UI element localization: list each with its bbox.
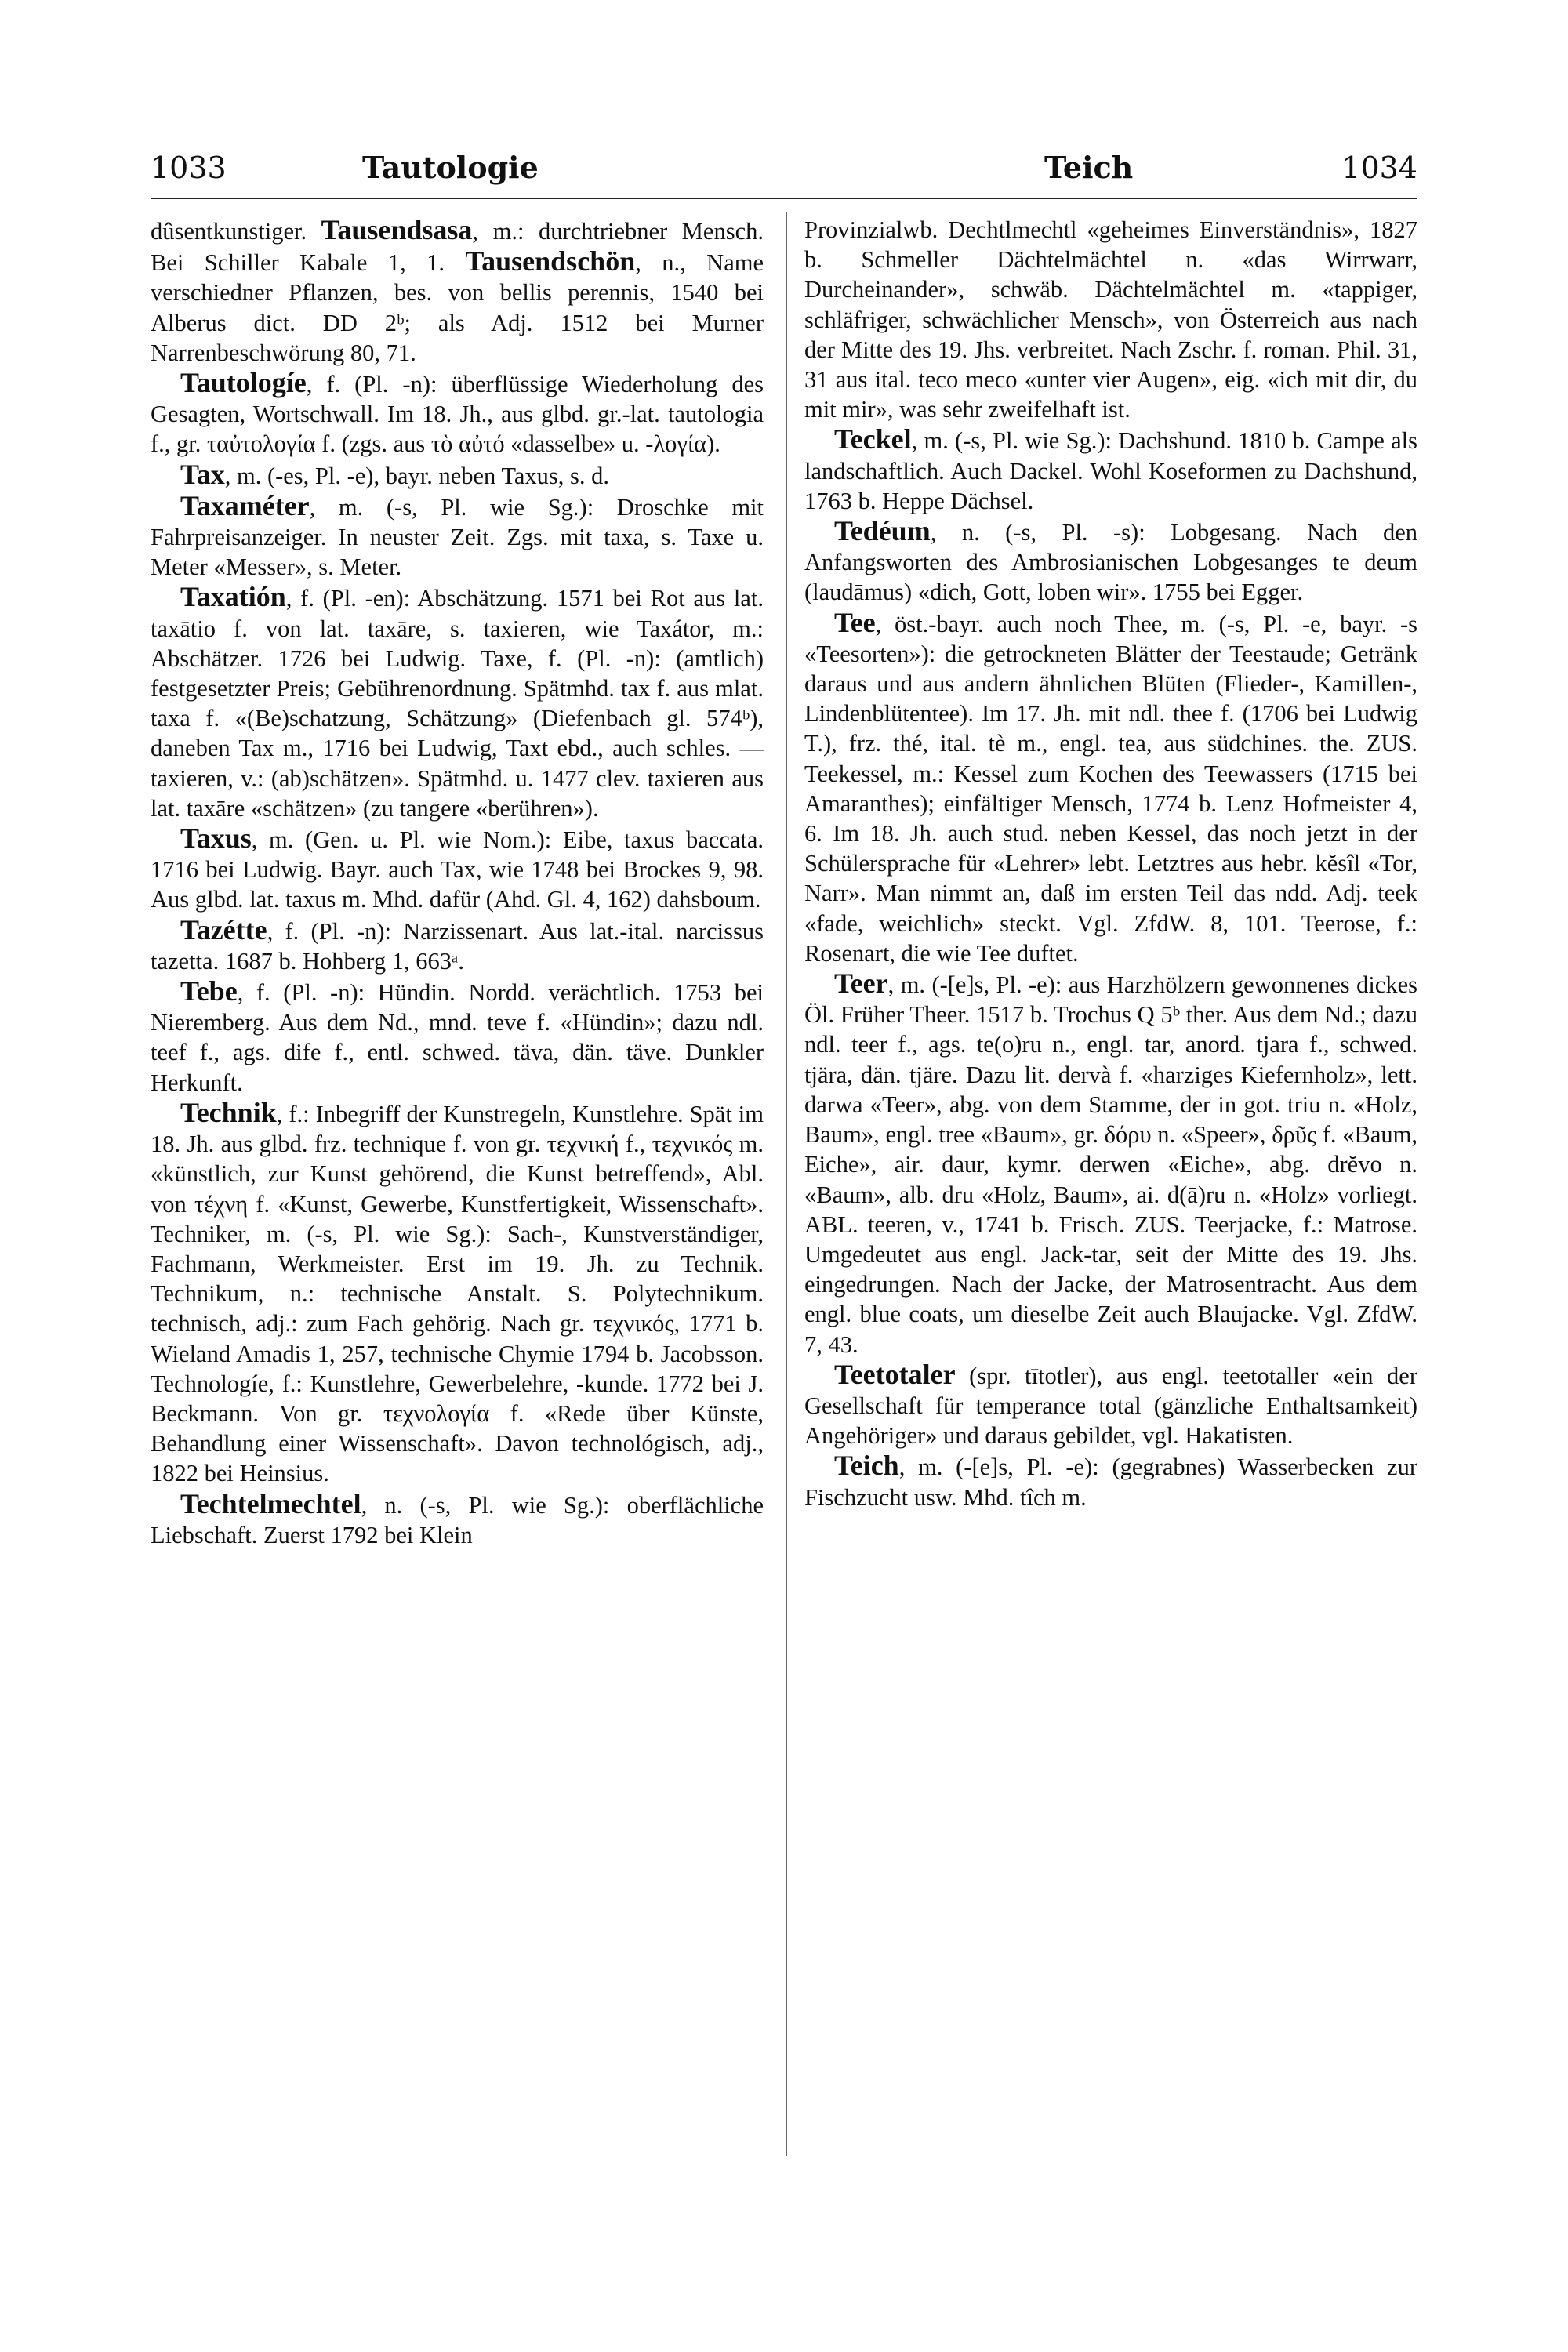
dictionary-entry — [151, 491, 764, 583]
entry-text: , m.: durchtriebner Mensch. Bei Schiller Kabale 1, 1. — [151, 218, 764, 277]
entry-text: , f. (Pl. -n): überflüssige Wiederholung des Gesagten, Wortschwall. Im 18. Jh., aus glbd. gr.-lat. tautologia f., gr. ταὐτολογία f. (zgs. aus τὸ αὐτό «dasselbe» u. -λογία). — [151, 371, 764, 458]
entry-headword: Techtelmechtel — [180, 1487, 361, 1519]
entry-headword: Taxaméter — [180, 489, 310, 521]
dictionary-entry — [151, 215, 764, 368]
entry-headword: Tausendschön — [465, 245, 636, 278]
dictionary-entry — [151, 1098, 764, 1489]
header-rule — [151, 198, 1417, 199]
entry-text: , m. (-s, Pl. wie Sg.): Droschke mit Fahrpreisanzeiger. In neuster Zeit. Zgs. mit taxa, s. Taxe u. Meter «Messer», s. Meter. — [151, 493, 764, 581]
entry-headword: Tax — [180, 458, 225, 490]
entry-text: Provinzialwb. Dechtlmechtl «geheimes Einverständnis», 1827 b. Schmeller Dächtelmächtel n. «das Wirrwarr, Durcheinander», schwäb. Dächtelmächtel m. «tappiger, schläfriger, schwächlicher Mensch», von Österreich aus nach der Mitte des 19. Jhs. verbreitet. Nach Zschr. f. roman. Phil. 31, 31 aus ital. teco meco «unter vier Augen», eig. «ich mit dir, du mit mir», was sehr zweifelhaft ist. — [804, 216, 1417, 423]
dictionary-entry — [804, 608, 1417, 968]
left-column — [151, 215, 764, 1550]
entry-headword: Teetotaler — [834, 1358, 956, 1390]
right-catchword: Teich — [1044, 150, 1134, 185]
entry-text: , m. (-[e]s, Pl. -e): aus Harzhölzern gewonnenes dickes Öl. Früher Theer. 1517 b. Trochus Q 5ᵇ ther. Aus dem Nd.; dazu ndl. teer f., ags. te(o)ru n., engl. tar, anord. tjara f., schwed. tjära, dän. tjäre. Dazu lit. dervà f. «harziges Kiefernholz», lett. darwa «Teer», abg. von dem Stamme, der in got. triu n. «Holz, Baum», engl. tree «Baum», gr. δόρυ n. «Speer», δρῦς f. «Baum, Eiche», air. daur, kymr. derwen «Eiche», abg. drĕvo n. «Baum», alb. dru «Holz, Baum», ai. d(ā)ru n. «Holz» vorliegt. ABL. teeren, v., 1741 b. Frisch. ZUS. Teerjacke, f.: Matrose. Umgedeutet aus engl. Jack-tar, seit der Mitte des 19. Jhs. eingedrungen. Nach der Jacke, der Matrosentracht. Aus dem engl. blue coats, um dieselbe Zeit auch Blaujacke. Vgl. ZfdW. 7, 43. — [804, 971, 1417, 1358]
page-header — [151, 149, 1417, 196]
column-divider — [786, 212, 787, 2156]
dictionary-entry — [804, 424, 1417, 516]
dictionary-entry — [151, 1489, 764, 1550]
entry-headword: Tedéum — [834, 515, 931, 547]
dictionary-entry — [804, 968, 1417, 1359]
right-column — [804, 215, 1417, 1512]
entry-text: , f.: Inbegriff der Kunstregeln, Kunstlehre. Spät im 18. Jh. aus glbd. frz. technique f. von gr. τεχνική f., τεχνικός m. «künstlich, zur Kunst gehörend, die Kunst betreffend», Abl. von τέχνη f. «Kunst, Gewerbe, Kunstfertigkeit, Wissenschaft». Techniker, m. (-s, Pl. wie Sg.): Sach-, Kunstverständiger, Fachmann, Werkmeister. Erst im 19. Jh. zu Technik. Technikum, n.: technische Anstalt. S. Polytechnikum. technisch, adj.: zum Fach gehörig. Nach gr. τεχνικός, 1771 b. Wieland Amadis 1, 257, technische Chymie 1794 b. Jacobsson. Technologíe, f.: Kunstlehre, Gewerbelehre, -kunde. 1772 bei J. Beckmann. Von gr. τεχνολογία f. «Rede über Künste, Behandlung einer Wissenschaft». Davon technológisch, adj., 1822 bei Heinsius. — [151, 1100, 764, 1487]
dictionary-entry — [804, 516, 1417, 608]
entry-headword: Tautologíe — [180, 367, 307, 399]
entry-headword: Taxatión — [180, 581, 286, 613]
dictionary-entry — [151, 368, 764, 459]
entry-text: , f. (Pl. -en): Abschätzung. 1571 bei Rot aus lat. taxātio f. von lat. taxāre, s. taxieren, wie Taxátor, m.: Abschätzer. 1726 bei Ludwig. Taxe, f. (Pl. -n): (amtlich) festgesetzter Preis; Gebührenordnung. Spätmhd. tax f. aus mlat. taxa f. «(Be)schatzung, Schätzung» (Diefenbach gl. 574ᵇ), daneben Tax m., 1716 bei Ludwig, Taxt ebd., auch schles. — taxieren, v.: (ab)schätzen». Spätmhd. u. 1477 clev. taxieren aus lat. taxāre «schätzen» (zu tangere «berühren»). — [151, 585, 764, 822]
entry-text: , f. (Pl. -n): Hündin. Nordd. verächtlich. 1753 bei Nieremberg. Aus dem Nd., mnd. teve f. «Hündin»; dazu ndl. teef f., ags. dife f., entl. schwed. täva, dän. täve. Dunkler Herkunft. — [151, 979, 764, 1096]
entry-headword: Teich — [834, 1450, 899, 1482]
dictionary-entry — [151, 582, 764, 823]
dictionary-entry — [151, 823, 764, 915]
left-page-number: 1033 — [151, 151, 227, 185]
dictionary-entry — [804, 1359, 1417, 1451]
dictionary-entry — [151, 915, 764, 976]
entry-headword: Technik — [180, 1096, 277, 1128]
entry-headword: Tazétte — [180, 913, 267, 946]
entry-text: , n., Name verschiedner Pflanzen, bes. von bellis perennis, 1540 bei Alberus dict. DD 2ᵇ; als Adj. 1512 bei Murner Narrenbeschwörung 80, 71. — [151, 249, 764, 366]
right-page-number: 1034 — [1341, 151, 1417, 185]
entry-text: , n. (-s, Pl. wie Sg.): oberflächliche Liebschaft. Zuerst 1792 bei Klein — [151, 1491, 764, 1548]
entry-text: , öst.-bayr. auch noch Thee, m. (-s, Pl. -e, bayr. -s «Teesorten»): die getrockneten Blätter der Teestaude; Getränk daraus und aus andern ähnlichen Blüten (Flieder-, Kamillen-, Lindenblütentee). Im 17. Jh. mit ndl. thee f. (1706 bei Ludwig T.), frz. thé, ital. tè m., engl. tea, aus südchines. the. ZUS. Teekessel, m.: Kessel zum Kochen des Teewassers (1715 bei Amaranthes); einfältiger Mensch, 1774 b. Lenz Hofmeister 4, 6. Im 18. Jh. auch stud. neben Kessel, das noch jetzt in der Schülersprache für «Lehrer» lebt. Letztres aus hebr. kĕsîl «Tor, Narr». Man nimmt an, daß im ersten Teil das ndd. Adj. teek «fade, weichlich» steckt. Vgl. ZfdW. 8, 101. Teerose, f.: Rosenart, die wie Tee duftet. — [804, 610, 1417, 967]
entry-text: , m. (-s, Pl. wie Sg.): Dachshund. 1810 b. Campe als landschaftlich. Auch Dackel. Wohl Koseformen zu Dachshund, 1763 b. Heppe Dächsel. — [804, 427, 1417, 514]
dictionary-entry — [151, 459, 764, 491]
entry-headword: Tausendsasa — [321, 214, 473, 245]
entry-text: , m. (Gen. u. Pl. wie Nom.): Eibe, taxus baccata. 1716 bei Ludwig. Bayr. auch Tax, wie 1748 bei Brockes 9, 98. Aus glbd. lat. taxus m. Mhd. dafür (Ahd. Gl. 4, 162) dahsboum. — [151, 826, 764, 913]
entry-text: , m. (-es, Pl. -e), bayr. neben Taxus, s. d. — [224, 462, 610, 489]
entry-text: , n. (-s, Pl. -s): Lobgesang. Nach den Anfangsworten des Ambrosianischen Lobgesanges te deum (laudāmus) «dich, Gott, loben wir». 1755 bei Egger. — [804, 519, 1417, 606]
dictionary-entry — [804, 1450, 1417, 1512]
entry-text: , m. (-[e]s, Pl. -e): (gegrabnes) Wasserbecken zur Fischzucht usw. Mhd. tîch m. — [804, 1454, 1417, 1511]
dictionary-entry — [804, 215, 1417, 424]
left-catchword: Tautologie — [362, 150, 539, 185]
entry-headword: Tee — [834, 606, 876, 638]
entry-headword: Tebe — [180, 975, 238, 1007]
entry-headword: Taxus — [180, 822, 252, 855]
entry-text: , f. (Pl. -n): Narzissenart. Aus lat.-ital. narcissus tazetta. 1687 b. Hohberg 1, 663ᵃ. — [151, 917, 764, 975]
entry-text: dûsentkunstiger. — [151, 218, 321, 245]
dictionary-entry — [151, 976, 764, 1098]
entry-headword: Teer — [834, 967, 888, 1000]
entry-headword: Teckel — [834, 423, 912, 456]
entry-text: (spr. tītotler), aus engl. teetotaller «ein der Gesellschaft für temperance total (gänzliche Enthaltsamkeit) Angehöriger» und daraus gebildet, vgl. Hakatisten. — [804, 1362, 1417, 1450]
